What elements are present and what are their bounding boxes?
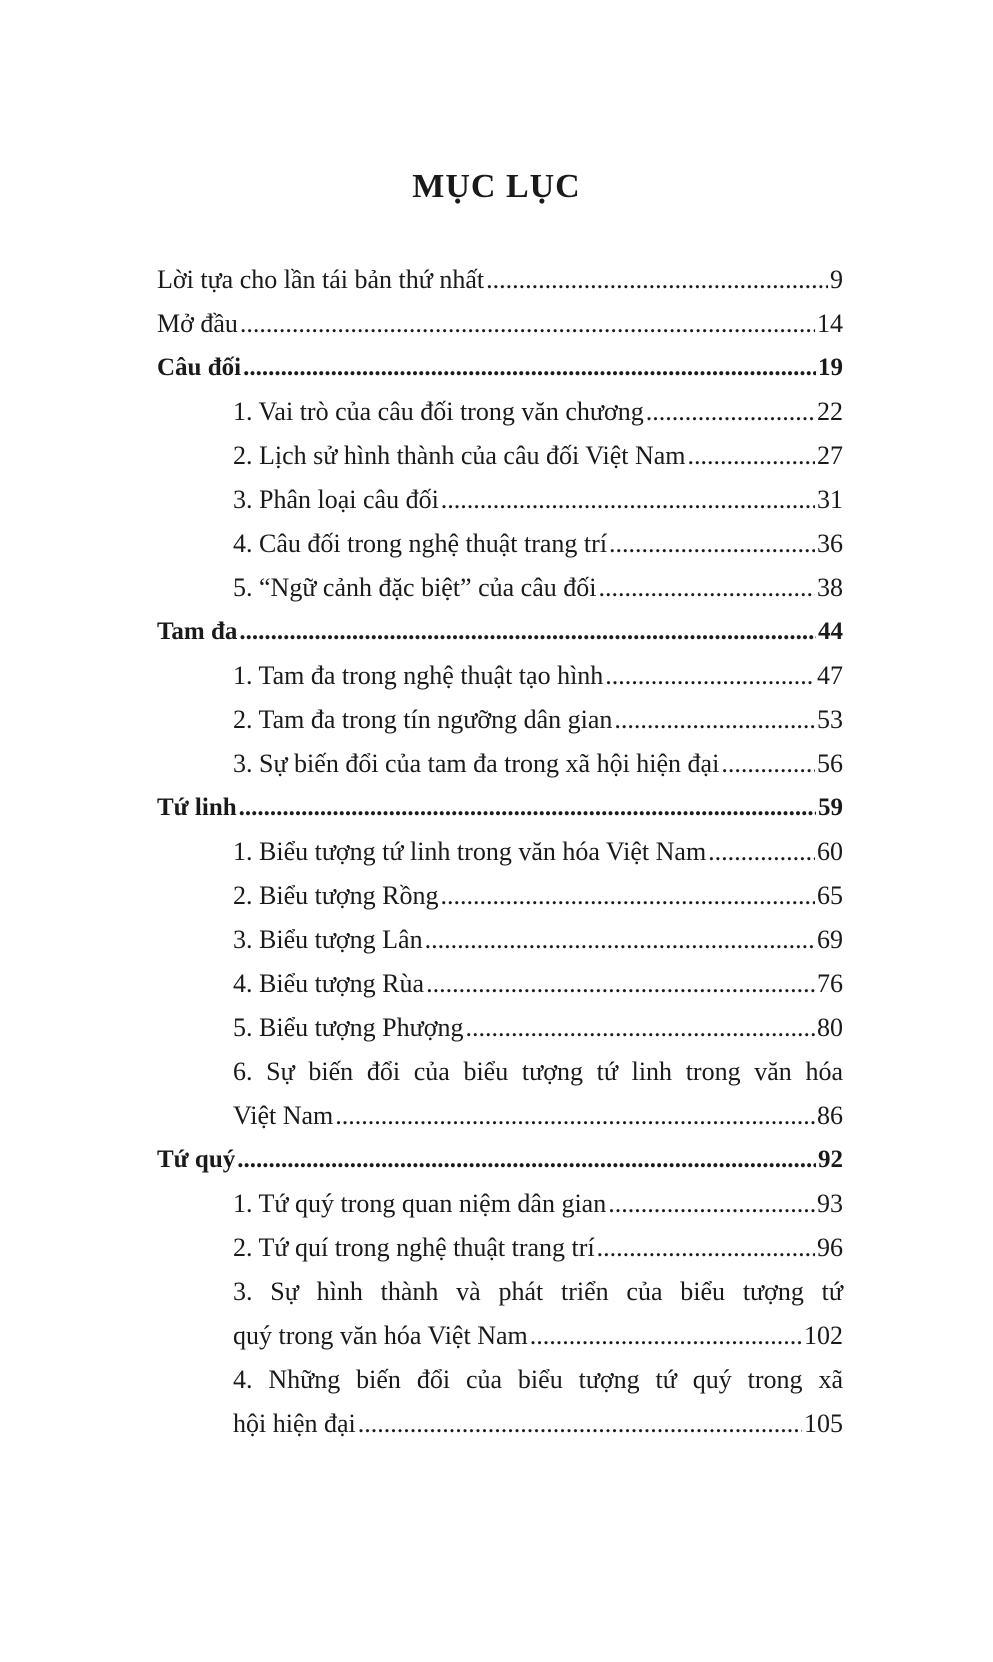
section-label-line2: quý trong văn hóa Việt Nam	[233, 1321, 528, 1350]
section-label: 1. Tứ quý trong quan niệm dân gian	[233, 1189, 607, 1218]
section-page-number: 60	[817, 837, 843, 866]
chapter-page-number: 19	[818, 354, 843, 381]
section-label: 4. Câu đối trong nghệ thuật trang trí	[233, 529, 608, 558]
dot-leader	[605, 654, 815, 698]
dot-leader	[358, 1402, 802, 1446]
section-label-line1: 4. Những biến đổi của biểu tượng tứ quý trong xã	[233, 1365, 843, 1394]
section-label: 2. Tam đa trong tín ngưỡng dân gian	[233, 705, 613, 734]
chapter-title: Tứ quý	[157, 1146, 236, 1173]
dot-leader	[425, 918, 815, 962]
toc-section[interactable]	[233, 522, 843, 566]
toc-section[interactable]	[233, 742, 843, 786]
dot-leader	[243, 346, 816, 390]
chapter-title: Tam đa	[157, 618, 238, 645]
dot-leader	[465, 1006, 815, 1050]
toc-section[interactable]	[233, 1006, 843, 1050]
dot-leader	[237, 1138, 816, 1182]
dot-leader	[608, 1182, 815, 1226]
chapter-page-number: 59	[818, 794, 843, 821]
section-page-number: 76	[817, 969, 843, 998]
section-page-number: 31	[817, 485, 843, 514]
section-label: 3. Biểu tượng Lân	[233, 925, 423, 954]
toc-section[interactable]	[233, 874, 843, 918]
entry-page-number: 9	[830, 265, 843, 294]
toc-section-multiline[interactable]	[233, 1358, 843, 1446]
section-page-number: 69	[817, 925, 843, 954]
toc-section[interactable]	[233, 390, 843, 434]
section-label: 1. Tam đa trong nghệ thuật tạo hình	[233, 661, 604, 690]
section-page-number: 36	[817, 529, 843, 558]
dot-leader	[688, 434, 816, 478]
dot-leader	[441, 478, 815, 522]
toc-section[interactable]	[233, 478, 843, 522]
section-label: 5. Biểu tượng Phượng	[233, 1013, 464, 1042]
section-page-number: 38	[817, 573, 843, 602]
toc-section-multiline[interactable]	[233, 1050, 843, 1138]
toc-entry-foreword[interactable]	[157, 258, 843, 302]
section-label: 2. Lịch sử hình thành của câu đối Việt Nam	[233, 441, 686, 470]
section-label-line2: Việt Nam	[233, 1101, 334, 1130]
toc-section[interactable]	[233, 830, 843, 874]
section-label: 1. Biểu tượng tứ linh trong văn hóa Việt Nam	[233, 837, 707, 866]
toc-section[interactable]	[233, 962, 843, 1006]
entry-page-number: 14	[817, 309, 843, 338]
section-page-number: 96	[817, 1233, 843, 1262]
section-label-line2: hội hiện đại	[233, 1409, 356, 1438]
toc-chapter-cau-doi[interactable]	[157, 346, 843, 390]
section-label: 3. Sự biến đổi của tam đa trong xã hội hiện đại	[233, 749, 720, 778]
dot-leader	[646, 390, 815, 434]
dot-leader	[441, 874, 815, 918]
dot-leader	[530, 1314, 802, 1358]
section-label: 1. Vai trò của câu đối trong văn chương	[233, 397, 644, 426]
dot-leader	[609, 522, 815, 566]
dot-leader	[614, 698, 815, 742]
toc-section[interactable]	[233, 698, 843, 742]
section-page-number: 80	[817, 1013, 843, 1042]
section-page-number: 27	[817, 441, 843, 470]
chapter-page-number: 44	[818, 618, 843, 645]
section-label: 4. Biểu tượng Rùa	[233, 969, 425, 998]
section-page-number: 65	[817, 881, 843, 910]
section-page-number: 102	[804, 1321, 843, 1350]
section-page-number: 47	[817, 661, 843, 690]
section-page-number: 56	[817, 749, 843, 778]
table-of-contents	[157, 258, 843, 1446]
toc-section[interactable]	[233, 654, 843, 698]
section-label: 3. Phân loại câu đối	[233, 485, 439, 514]
dot-leader	[597, 1226, 815, 1270]
entry-label: Mở đầu	[157, 309, 238, 338]
dot-leader	[239, 610, 816, 654]
chapter-title: Câu đối	[157, 354, 242, 381]
toc-section[interactable]	[233, 1226, 843, 1270]
toc-chapter-tu-linh[interactable]	[157, 786, 843, 830]
dot-leader	[721, 742, 815, 786]
toc-entry-introduction[interactable]	[157, 302, 843, 346]
section-page-number: 86	[817, 1101, 843, 1130]
toc-chapter-tu-quy[interactable]	[157, 1138, 843, 1182]
section-label-line1: 3. Sự hình thành và phát triển của biểu tượng tứ	[233, 1277, 843, 1306]
section-label: 5. “Ngữ cảnh đặc biệt” của câu đối	[233, 573, 597, 602]
section-label: 2. Tứ quí trong nghệ thuật trang trí	[233, 1233, 595, 1262]
chapter-page-number: 92	[818, 1146, 843, 1173]
toc-section-multiline[interactable]	[233, 1270, 843, 1358]
toc-section[interactable]	[233, 434, 843, 478]
section-label-line1: 6. Sự biến đổi của biểu tượng tứ linh trong văn hóa	[233, 1057, 843, 1086]
dot-leader	[239, 786, 816, 830]
page-title: MỤC LỤC	[412, 168, 581, 205]
dot-leader	[335, 1094, 815, 1138]
dot-leader	[598, 566, 815, 610]
dot-leader	[426, 962, 815, 1006]
dot-leader	[240, 302, 815, 346]
toc-section[interactable]	[233, 1182, 843, 1226]
section-page-number: 93	[817, 1189, 843, 1218]
toc-section[interactable]	[233, 566, 843, 610]
dot-leader	[708, 830, 815, 874]
section-label: 2. Biểu tượng Rồng	[233, 881, 439, 910]
toc-chapter-tam-da[interactable]	[157, 610, 843, 654]
toc-section[interactable]	[233, 918, 843, 962]
section-page-number: 53	[817, 705, 843, 734]
section-page-number: 22	[817, 397, 843, 426]
entry-label: Lời tựa cho lần tái bản thứ nhất	[157, 265, 485, 294]
chapter-title: Tứ linh	[157, 794, 237, 821]
section-page-number: 105	[804, 1409, 843, 1438]
dot-leader	[486, 258, 828, 302]
